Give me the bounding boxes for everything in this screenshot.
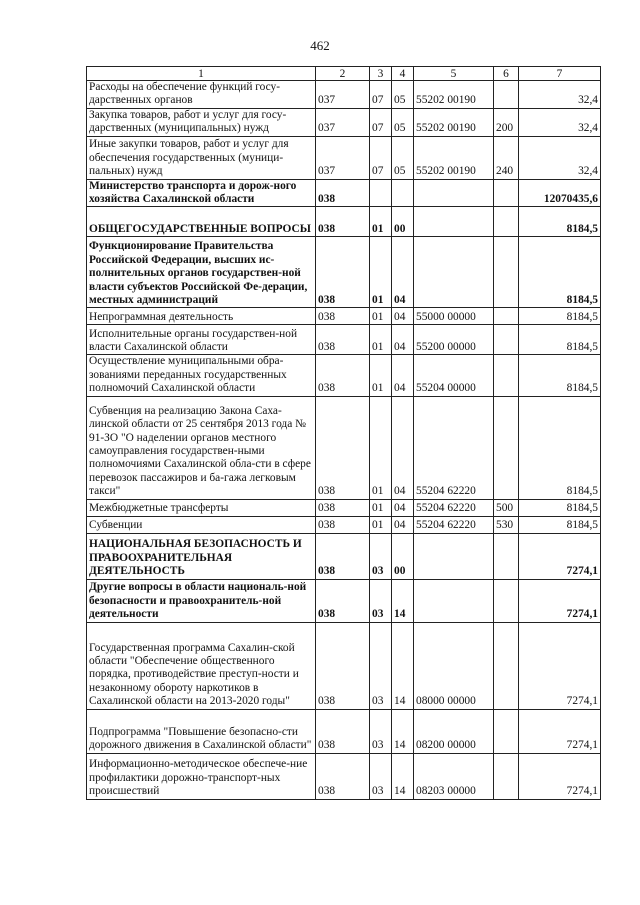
code-ministry: 037 (316, 81, 370, 109)
code-target-article (414, 179, 494, 207)
code-expense-type: 530 (494, 516, 519, 533)
code-target-article: 55204 62220 (414, 499, 494, 516)
column-header: 6 (494, 67, 519, 81)
code-subsection: 04 (392, 499, 414, 516)
amount: 7274,1 (519, 709, 601, 753)
code-ministry: 038 (316, 709, 370, 753)
code-ministry: 038 (316, 207, 370, 237)
table-row (87, 136, 601, 179)
code-target-article: 55202 00190 (414, 81, 494, 109)
table-row (87, 579, 601, 622)
code-subsection: 14 (392, 709, 414, 753)
table-header-row (87, 67, 601, 81)
code-section: 07 (370, 136, 392, 179)
code-ministry: 038 (316, 179, 370, 207)
table-row (87, 237, 601, 308)
code-section: 01 (370, 499, 392, 516)
code-expense-type: 240 (494, 136, 519, 179)
code-subsection: 00 (392, 533, 414, 579)
amount: 8184,5 (519, 396, 601, 499)
code-ministry: 038 (316, 308, 370, 325)
column-header: 3 (370, 67, 392, 81)
code-subsection: 04 (392, 325, 414, 355)
code-subsection: 04 (392, 308, 414, 325)
row-description: Другие вопросы в области националь-ной безопасности и правоохранитель-ной деятельности (87, 579, 316, 622)
code-target-article: 55204 00000 (414, 355, 494, 396)
row-description: Непрограммная деятельность (87, 308, 316, 325)
code-expense-type (494, 622, 519, 709)
code-section: 03 (370, 709, 392, 753)
row-description: Исполнительные органы государствен-ной власти Сахалинской области (87, 325, 316, 355)
row-description: Субвенции (87, 516, 316, 533)
row-description: Функционирование Правительства Российской Федерации, высших ис-полнительных органов государствен-ной власти субъектов Российской Фе-дерации, местных администраций (87, 237, 316, 308)
table-row (87, 207, 601, 237)
row-description: Информационно-методическое обеспече-ние профилактики дорожно-транспорт-ных происшествий (87, 753, 316, 799)
amount: 32,4 (519, 136, 601, 179)
table-row (87, 622, 601, 709)
row-description: НАЦИОНАЛЬНАЯ БЕЗОПАСНОСТЬ И ПРАВООХРАНИТЕЛЬНАЯ ДЕЯТЕЛЬНОСТЬ (87, 533, 316, 579)
code-expense-type (494, 709, 519, 753)
code-subsection: 05 (392, 81, 414, 109)
code-expense-type (494, 81, 519, 109)
code-section: 03 (370, 579, 392, 622)
code-ministry: 038 (316, 753, 370, 799)
amount: 8184,5 (519, 207, 601, 237)
row-description: Министерство транспорта и дорож-ного хозяйства Сахалинской области (87, 179, 316, 207)
row-description: ОБЩЕГОСУДАРСТВЕННЫЕ ВОПРОСЫ (87, 207, 316, 237)
row-description: Субвенция на реализацию Закона Саха-линской области от 25 сентября 2013 года № 91-ЗО "О наделении органов местного самоуправления государствен-ными полномочиями Сахалинской обла-сти в сфере перевозок пассажиров и ба-гажа легковым такси" (87, 396, 316, 499)
code-expense-type (494, 207, 519, 237)
code-subsection: 00 (392, 207, 414, 237)
code-section: 01 (370, 325, 392, 355)
table-row (87, 533, 601, 579)
code-expense-type (494, 753, 519, 799)
code-subsection (392, 179, 414, 207)
table-row (87, 396, 601, 499)
code-ministry: 038 (316, 533, 370, 579)
row-description: Закупка товаров, работ и услуг для госу-дарственных (муниципальных) нужд (87, 108, 316, 136)
code-subsection: 04 (392, 355, 414, 396)
code-target-article: 55200 00000 (414, 325, 494, 355)
amount: 12070435,6 (519, 179, 601, 207)
table-row (87, 709, 601, 753)
code-target-article: 08000 00000 (414, 622, 494, 709)
code-expense-type (494, 396, 519, 499)
column-header: 4 (392, 67, 414, 81)
code-target-article (414, 237, 494, 308)
code-expense-type (494, 237, 519, 308)
code-ministry: 038 (316, 325, 370, 355)
amount: 7274,1 (519, 753, 601, 799)
amount: 7274,1 (519, 533, 601, 579)
row-description: Иные закупки товаров, работ и услуг для обеспечения государственных (муници-пальных) нужд (87, 136, 316, 179)
row-description: Расходы на обеспечение функций госу-дарственных органов (87, 81, 316, 109)
code-target-article: 55202 00190 (414, 108, 494, 136)
code-section: 01 (370, 237, 392, 308)
code-ministry: 037 (316, 108, 370, 136)
table-row (87, 179, 601, 207)
table-row (87, 355, 601, 396)
code-subsection: 14 (392, 753, 414, 799)
row-description: Межбюджетные трансферты (87, 499, 316, 516)
amount: 32,4 (519, 81, 601, 109)
code-target-article (414, 207, 494, 237)
table-row (87, 81, 601, 109)
code-section: 03 (370, 533, 392, 579)
column-header: 2 (316, 67, 370, 81)
code-expense-type (494, 325, 519, 355)
code-subsection: 04 (392, 516, 414, 533)
code-ministry: 038 (316, 622, 370, 709)
code-section: 01 (370, 308, 392, 325)
code-ministry: 038 (316, 355, 370, 396)
code-expense-type (494, 179, 519, 207)
amount: 7274,1 (519, 579, 601, 622)
table-row (87, 325, 601, 355)
amount: 8184,5 (519, 325, 601, 355)
table-row (87, 308, 601, 325)
code-expense-type (494, 355, 519, 396)
code-ministry: 038 (316, 579, 370, 622)
code-target-article: 55000 00000 (414, 308, 494, 325)
code-subsection: 04 (392, 237, 414, 308)
code-section: 01 (370, 207, 392, 237)
code-section: 01 (370, 355, 392, 396)
code-subsection: 05 (392, 108, 414, 136)
code-expense-type: 200 (494, 108, 519, 136)
budget-table (86, 66, 601, 800)
code-section: 01 (370, 516, 392, 533)
row-description: Осуществление муниципальными обра-зованиями переданных государственных полномочий Сахалинской области (87, 355, 316, 396)
code-section: 07 (370, 108, 392, 136)
amount: 8184,5 (519, 516, 601, 533)
code-target-article: 55204 62220 (414, 516, 494, 533)
code-section: 07 (370, 81, 392, 109)
code-ministry: 038 (316, 237, 370, 308)
code-expense-type: 500 (494, 499, 519, 516)
code-subsection: 14 (392, 622, 414, 709)
code-section: 03 (370, 622, 392, 709)
code-ministry: 038 (316, 396, 370, 499)
amount: 32,4 (519, 108, 601, 136)
table-row (87, 516, 601, 533)
table-row (87, 108, 601, 136)
amount: 8184,5 (519, 499, 601, 516)
row-description: Подпрограмма "Повышение безопасно-сти дорожного движения в Сахалинской области" (87, 709, 316, 753)
amount: 8184,5 (519, 237, 601, 308)
code-subsection: 05 (392, 136, 414, 179)
column-header: 5 (414, 67, 494, 81)
code-ministry: 038 (316, 516, 370, 533)
table-row (87, 753, 601, 799)
code-target-article: 08200 00000 (414, 709, 494, 753)
amount: 8184,5 (519, 355, 601, 396)
code-ministry: 037 (316, 136, 370, 179)
amount: 8184,5 (519, 308, 601, 325)
column-header: 7 (519, 67, 601, 81)
code-subsection: 04 (392, 396, 414, 499)
code-target-article: 55202 00190 (414, 136, 494, 179)
code-section: 03 (370, 753, 392, 799)
code-subsection: 14 (392, 579, 414, 622)
code-expense-type (494, 308, 519, 325)
page-number: 462 (310, 38, 330, 53)
code-section: 01 (370, 396, 392, 499)
amount: 7274,1 (519, 622, 601, 709)
code-expense-type (494, 579, 519, 622)
code-target-article (414, 579, 494, 622)
code-expense-type (494, 533, 519, 579)
code-target-article (414, 533, 494, 579)
code-target-article: 55204 62220 (414, 396, 494, 499)
code-ministry: 038 (316, 499, 370, 516)
table-row (87, 499, 601, 516)
row-description: Государственная программа Сахалин-ской области "Обеспечение общественного порядка, противодействие преступ-ности и незаконному обороту наркотиков в Сахалинской области на 2013-2020 годы" (87, 622, 316, 709)
code-target-article: 08203 00000 (414, 753, 494, 799)
column-header: 1 (87, 67, 316, 81)
code-section (370, 179, 392, 207)
